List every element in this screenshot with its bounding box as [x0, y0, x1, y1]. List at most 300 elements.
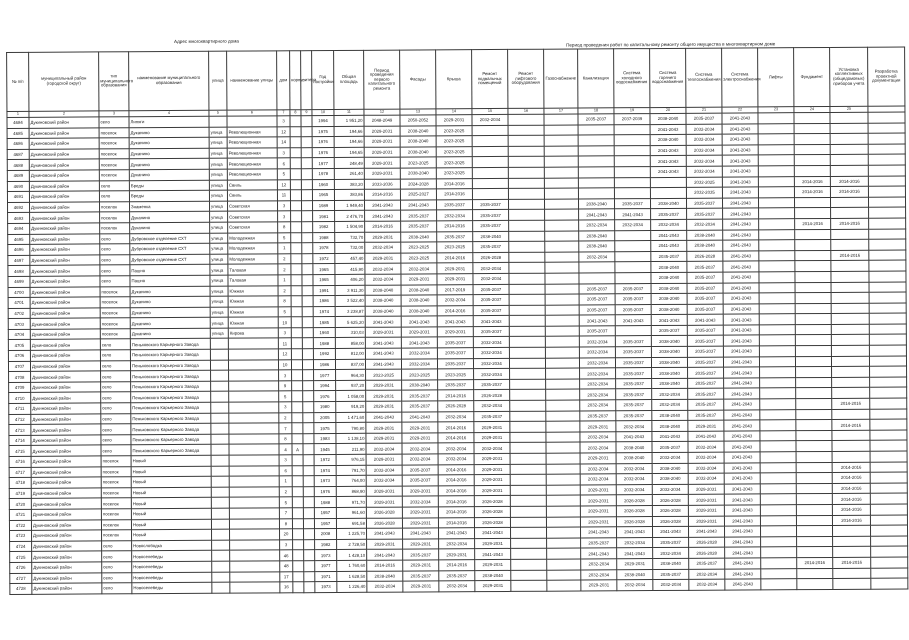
table-cell-s: Пеньковского Карьерного Завода [131, 445, 211, 456]
table-cell-n: 4706 [8, 350, 30, 361]
table-cell-cw: 2032-2034 [580, 463, 616, 474]
table-cell-p1: 2014-2016 [364, 189, 400, 200]
table-cell-p1: 2029-2031 [366, 496, 402, 507]
table-cell-g [546, 464, 580, 475]
table-cell-b: 2026-2028 [474, 506, 510, 517]
table-cell-st [211, 381, 229, 392]
table-cell-lt: 2041-2043 [723, 314, 759, 325]
column-number-cell: 8 [290, 110, 301, 116]
table-cell-s: Бреды [129, 180, 209, 191]
table-cell-n: 4712 [9, 414, 31, 425]
table-cell-s: Пеньковского Карьерного Завода [130, 339, 210, 350]
table-cell-mt [795, 250, 831, 261]
table-cell-mt [796, 398, 832, 409]
table-cell-h: 5 [278, 232, 291, 243]
table-cell-cw: 2029-2031 [580, 421, 616, 432]
table-cell-t: поселок [99, 138, 129, 149]
table-cell-t: село [102, 540, 132, 551]
table-cell-t: поселок [101, 466, 131, 477]
table-cell-s: Новослободка [132, 540, 212, 551]
table-cell-a: 971,70 [336, 497, 366, 508]
table-cell-g [545, 358, 579, 369]
table-cell-n: 4705 [8, 340, 30, 351]
table-cell-t: поселок [99, 127, 129, 138]
table-cell-fd [760, 378, 796, 389]
table-cell-ht: 2041-2043 [650, 156, 686, 167]
table-cell-f: 2032-2034 [402, 443, 438, 454]
table-cell-r: 2035-2037 [437, 348, 473, 359]
table-cell-r: 2014-2016 [438, 432, 474, 443]
table-cell-hw: 2035-2037 [615, 347, 651, 358]
table-cell-lf [510, 485, 546, 496]
table-cell-t: село [100, 276, 130, 287]
table-cell-p1: 2041-2043 [366, 412, 402, 423]
table-cell-mt: 2014-2016 [797, 557, 833, 568]
table-cell-h: 2 [278, 264, 291, 275]
table-cell-extra [868, 165, 905, 176]
table-cell-s: Дуканино [129, 159, 209, 170]
table-cell-sn [230, 529, 280, 540]
table-cell-h: 8 [279, 434, 292, 445]
table-cell-st: улица [209, 127, 227, 138]
table-cell-st: улица [209, 169, 227, 180]
table-cell-r: 2023-2025 [436, 136, 472, 147]
table-cell-t: село [101, 435, 131, 446]
table-cell-ds [833, 578, 871, 589]
table-cell-lf [510, 432, 546, 443]
table-cell-k [291, 211, 302, 222]
table-cell-ds: 2014-2016 [831, 250, 869, 261]
table-cell-n: 4716 [9, 456, 31, 467]
table-cell-y: 1972 [314, 454, 336, 465]
table-cell-a: 1 138,10 [336, 433, 366, 444]
table-cell-b: 2041-2043 [475, 549, 511, 560]
table-cell-t: село [101, 382, 131, 393]
table-cell-cw: 2032-2034 [580, 379, 616, 390]
table-cell-y: 1976 [314, 391, 336, 402]
table-cell-el: 2035-2037 [687, 261, 723, 272]
table-cell-extra [870, 462, 907, 473]
table-cell-b: 2041-2043 [475, 528, 511, 539]
table-cell-fd [759, 272, 795, 283]
table-cell-lf [511, 580, 547, 591]
table-cell-el: 2029-2031 [688, 516, 724, 527]
table-cell-ht: 2041-2043 [650, 145, 686, 156]
table-cell-ds [831, 229, 869, 240]
table-cell-cw: 2035-2037 [579, 326, 615, 337]
table-body [7, 112, 908, 594]
table-cell-b: 2032-2034 [474, 443, 510, 454]
table-cell-sn [230, 550, 280, 561]
table-cell-mt [796, 451, 832, 462]
table-cell-ds: 2014-2016 [832, 483, 870, 494]
table-cell-ds: 2014-2016 [833, 557, 871, 568]
table-cell-fd [761, 547, 797, 558]
table-cell-f: 2032-2034 [402, 454, 438, 465]
table-cell-extra [869, 313, 906, 324]
table-cell-s: Дуканино [130, 212, 210, 223]
table-cell-extra [868, 112, 905, 123]
table-cell-extra [870, 493, 907, 504]
table-cell-sn [229, 497, 279, 508]
table-cell-hw: 2037-2039 [614, 114, 650, 125]
table-cell-mr: Дукиновский район [30, 329, 100, 340]
table-cell-extra [870, 451, 907, 462]
table-cell-ds [833, 547, 871, 558]
table-cell-lf [510, 411, 546, 422]
table-cell-l [304, 539, 315, 550]
table-cell-g [546, 485, 580, 496]
table-cell-g [544, 156, 578, 167]
table-cell-l [303, 476, 314, 487]
table-cell-sn [229, 402, 279, 413]
table-cell-t: село [101, 371, 131, 382]
table-cell-p1: 2032-2034 [365, 242, 401, 253]
table-cell-sn: Молодежная [228, 232, 278, 243]
table-cell-y: 1976 [314, 486, 336, 497]
table-cell-n: 4714 [9, 435, 31, 446]
table-cell-sn: Революционная [227, 169, 277, 180]
table-cell-t: поселок [100, 286, 130, 297]
table-cell-cw: 2038-2040 [579, 230, 615, 241]
table-cell-t: поселок [100, 329, 130, 340]
table-cell-cw: 2032-2034 [579, 347, 615, 358]
table-cell-el: 2029-2031 [688, 420, 724, 431]
table-cell-t: село [102, 583, 132, 594]
table-cell-p1: 2014-2016 [365, 221, 401, 232]
table-cell-a: 858,00 [335, 338, 365, 349]
table-cell-g [545, 347, 579, 358]
table-cell-l [302, 338, 313, 349]
table-cell-fd [759, 282, 795, 293]
table-cell-s: Дуканино [130, 328, 210, 339]
table-cell-h: 6 [279, 465, 292, 476]
table-cell-a: 732,00 [335, 242, 365, 253]
table-cell-ds: 2014-2016 [832, 494, 870, 505]
table-cell-k [291, 359, 302, 370]
table-cell-k [292, 455, 303, 466]
table-cell-b: 2035-2037 [474, 379, 510, 390]
table-cell-lf [508, 178, 544, 189]
table-cell-g [544, 146, 578, 157]
table-cell-lt: 2041-2043 [723, 261, 759, 272]
table-cell-cw: 2032-2034 [581, 559, 617, 570]
table-cell-f: 2038-2040 [401, 295, 437, 306]
table-cell-r: 2023-2025 [436, 125, 472, 136]
table-cell-h: 3 [277, 148, 290, 159]
table-cell-r: 2029-2031 [436, 115, 472, 126]
table-cell-ht: 2035-2037 [651, 251, 687, 262]
table-cell-a: 691,58 [336, 518, 366, 529]
table-cell-h: 6 [277, 158, 290, 169]
table-cell-k [291, 222, 302, 233]
table-cell-b: 2035-2037 [473, 242, 509, 253]
table-cell-p1: 2029-2031 [364, 168, 400, 179]
table-cell-el: 2026-2028 [689, 547, 725, 558]
table-cell-k [290, 147, 301, 158]
table-cell-t: поселок [100, 297, 130, 308]
column-number-cell: 23 [758, 107, 794, 113]
header-heating: Система теплоснабжения [686, 48, 722, 107]
table-cell-s: Дуканино [129, 148, 209, 159]
table-cell-st [212, 540, 230, 551]
table-cell-hw [615, 262, 651, 273]
table-cell-mt [794, 144, 830, 155]
table-cell-g [544, 167, 578, 178]
table-cell-sn: Революционная [227, 148, 277, 159]
table-cell-h: 46 [280, 550, 293, 561]
table-cell-k [292, 486, 303, 497]
table-cell-s: Дуканино [130, 296, 210, 307]
table-cell-y: 1957 [314, 518, 336, 529]
table-cell-p1: 2023-2025 [366, 369, 402, 380]
table-cell-lt: 2041-2043 [724, 367, 760, 378]
header-hot-water: Система горячего водоснабжения [650, 48, 686, 107]
table-cell-mt [797, 547, 833, 558]
table-cell-mr: Дукиновский район [29, 159, 99, 170]
table-cell-s: Пашно [130, 275, 210, 286]
table-cell-mr: Дукиновский район [31, 467, 101, 478]
table-cell-l [301, 179, 312, 190]
table-cell-fd [759, 229, 795, 240]
table-cell-h: 3 [280, 540, 293, 551]
table-cell-extra [870, 483, 907, 494]
table-cell-b: 2035-2037 [473, 295, 509, 306]
table-cell-hw: 2035-2037 [616, 389, 652, 400]
table-cell-f: 2032-2034 [401, 263, 437, 274]
table-cell-s: Новый [131, 508, 211, 519]
table-cell-sn: Южная [228, 317, 278, 328]
table-cell-lf [509, 220, 545, 231]
table-cell-a: 976,15 [336, 454, 366, 465]
table-cell-k [291, 328, 302, 339]
table-cell-y: 1960 [313, 327, 335, 338]
table-cell-f: 2029-2031 [403, 539, 439, 550]
table-cell-h: 10 [278, 359, 291, 370]
table-cell-ht: 2041-2043 [651, 315, 687, 326]
table-cell-ht [650, 177, 686, 188]
table-cell-el: 2032-2034 [688, 452, 724, 463]
table-cell-p1: 2029-2031 [364, 157, 400, 168]
table-cell-hw: 2026-2028 [616, 506, 652, 517]
table-cell-extra [869, 303, 906, 314]
table-cell-k [292, 465, 303, 476]
table-cell-lt: 2041-2043 [724, 515, 760, 526]
table-cell-st [211, 423, 229, 434]
table-cell-y: 1973 [315, 550, 337, 561]
table-cell-n: 4703 [8, 319, 30, 330]
table-cell-n: 4695 [8, 234, 30, 245]
table-cell-lt: 2041-2043 [723, 304, 759, 315]
table-cell-r: 2014-2016 [438, 485, 474, 496]
table-cell-t: поселок [100, 201, 130, 212]
table-cell-hw: 2035-2037 [615, 336, 651, 347]
table-cell-extra [868, 144, 905, 155]
table-cell-el: 2026-2028 [689, 537, 725, 548]
table-cell-ht: 2041-2043 [650, 124, 686, 135]
table-cell-mt [796, 494, 832, 505]
table-cell-hw [614, 177, 650, 188]
table-cell-sn: Южная [228, 296, 278, 307]
table-cell-y: 1965 [313, 274, 335, 285]
table-cell-ds: 2014-2016 [832, 472, 870, 483]
table-cell-n: 4710 [9, 393, 31, 404]
table-cell-hw [614, 167, 650, 178]
table-cell-n: 4728 [10, 583, 32, 594]
table-cell-fd [760, 462, 796, 473]
table-cell-y: 1994 [312, 115, 334, 126]
table-cell-hw: 2035-2037 [616, 378, 652, 389]
table-cell-b: 2032-2034 [473, 347, 509, 358]
table-cell-r: 2014-2016 [437, 305, 473, 316]
table-cell-a: 790,80 [336, 423, 366, 434]
table-cell-p1: 2026-2028 [366, 507, 402, 518]
table-cell-lt: 2041-2043 [722, 198, 758, 209]
table-cell-cw: 2035-2037 [578, 114, 614, 125]
table-cell-n: 4690 [7, 181, 29, 192]
table-cell-mr: Дукиновский район [30, 265, 100, 276]
table-cell-p1: 2029-2031 [366, 454, 402, 465]
table-cell-sn [229, 391, 279, 402]
table-cell-sn [229, 455, 279, 466]
table-cell-sn [229, 508, 279, 519]
table-cell-y: 1974 [313, 306, 335, 317]
table-cell-lt: 2041-2043 [722, 145, 758, 156]
table-cell-lt: 2041-2043 [723, 282, 759, 293]
table-cell-lf [509, 263, 545, 274]
table-cell-y: 1972 [313, 253, 335, 264]
table-cell-b: 2032-2034 [474, 369, 510, 380]
table-cell-g [546, 517, 580, 528]
table-cell-st [209, 116, 227, 127]
table-cell-n: 4702 [8, 308, 30, 319]
table-cell-sn: Таловая [228, 275, 278, 286]
table-cell-y: 1982 [315, 539, 337, 550]
table-cell-fd [760, 505, 796, 516]
table-cell-t: село [100, 254, 130, 265]
table-cell-lt: 2041-2043 [724, 378, 760, 389]
table-cell-y: 2008 [315, 529, 337, 540]
table-cell-g [546, 379, 580, 390]
table-cell-mt [794, 155, 830, 166]
table-cell-r: 2014-2016 [438, 390, 474, 401]
table-cell-hw: 2026-2028 [616, 495, 652, 506]
table-cell-t: поселок [100, 307, 130, 318]
table-cell-n: 4722 [9, 520, 31, 531]
table-cell-ds [831, 282, 869, 293]
column-number-cell: 11 [334, 109, 364, 115]
table-cell-p1: 2029-2031 [366, 380, 402, 391]
table-cell-ht: 2035-2037 [651, 325, 687, 336]
table-cell-a: 3 522,40 [335, 295, 365, 306]
table-cell-lt: 2041-2043 [723, 272, 759, 283]
table-cell-f: 2038-2040 [401, 284, 437, 295]
table-cell-l [303, 412, 314, 423]
table-cell-sn [228, 338, 278, 349]
table-cell-p1: 2038-2040 [365, 306, 401, 317]
table-cell-k [290, 126, 301, 137]
table-cell-el: 2038-2040 [687, 240, 723, 251]
table-cell-y: 1975 [312, 126, 334, 137]
table-cell-a: 383,86 [334, 189, 364, 200]
table-cell-s: Дуканино [129, 127, 209, 138]
header-row [7, 47, 905, 111]
table-cell-lf [508, 188, 544, 199]
table-cell-s: Дуканино [130, 318, 210, 329]
table-cell-a: 764,00 [336, 475, 366, 486]
column-number-cell: 16 [508, 108, 544, 114]
table-cell-y: 1978 [312, 168, 334, 179]
table-cell-k [291, 317, 302, 328]
table-cell-lf [509, 273, 545, 284]
table-cell-lf [509, 315, 545, 326]
table-cell-fd [758, 155, 794, 166]
table-cell-extra [870, 515, 907, 526]
table-cell-lt: 2041-2043 [724, 420, 760, 431]
table-cell-el: 2032-2034 [686, 156, 722, 167]
table-cell-cw: 2032-2034 [579, 336, 615, 347]
table-cell-k [292, 476, 303, 487]
table-cell-mr: Дукиновский район [31, 371, 101, 382]
table-cell-r: 2014-2016 [436, 178, 472, 189]
table-cell-g [545, 315, 579, 326]
table-cell-ds [832, 430, 870, 441]
table-cell-y: 1978 [313, 243, 335, 254]
table-cell-s: Новоселебеды [132, 572, 212, 583]
table-cell-st [211, 413, 229, 424]
table-cell-hw: 2035-2037 [615, 304, 651, 315]
table-cell-a: 961,60 [336, 507, 366, 518]
table-cell-mr: Дукиновский район [29, 191, 99, 202]
table-cell-mt [796, 441, 832, 452]
table-cell-mt [794, 197, 830, 208]
table-cell-t: поселок [101, 488, 131, 499]
table-cell-g [547, 548, 581, 559]
table-cell-f: 2041-2043 [401, 316, 437, 327]
table-cell-b [472, 178, 508, 189]
table-cell-lt: 2041-2043 [723, 251, 759, 262]
table-cell-k [291, 306, 302, 317]
table-cell-l [302, 349, 313, 360]
table-cell-st [212, 529, 230, 540]
table-cell-h: 11 [278, 338, 291, 349]
table-cell-fd [760, 399, 796, 410]
table-cell-lf [510, 390, 546, 401]
table-cell-r: 2029-2031 [437, 327, 473, 338]
table-cell-t: поселок [101, 509, 131, 520]
table-cell-y: 1976 [312, 137, 334, 148]
table-cell-g [545, 220, 579, 231]
table-cell-el: 2035-2037 [689, 558, 725, 569]
table-cell-el: 2032-2034 [687, 219, 723, 230]
table-cell-extra [870, 440, 907, 451]
table-cell-extra [868, 123, 905, 134]
table-cell-ds [831, 239, 869, 250]
table-cell-a: 812,00 [335, 348, 365, 359]
table-cell-f: 2038-2040 [401, 231, 437, 242]
table-cell-l [303, 433, 314, 444]
table-cell-f: 2038-2040 [401, 306, 437, 317]
table-cell-mt [794, 165, 830, 176]
table-cell-k [293, 582, 304, 593]
table-cell-b: 2035-2037 [474, 411, 510, 422]
table-cell-f: 2038-2040 [400, 147, 436, 158]
table-cell-b: 2029-2031 [474, 422, 510, 433]
table-cell-lf [509, 284, 545, 295]
table-cell-ht: 2038-2040 [651, 336, 687, 347]
table-cell-b: 2029-2031 [474, 475, 510, 486]
table-cell-l [302, 317, 313, 328]
